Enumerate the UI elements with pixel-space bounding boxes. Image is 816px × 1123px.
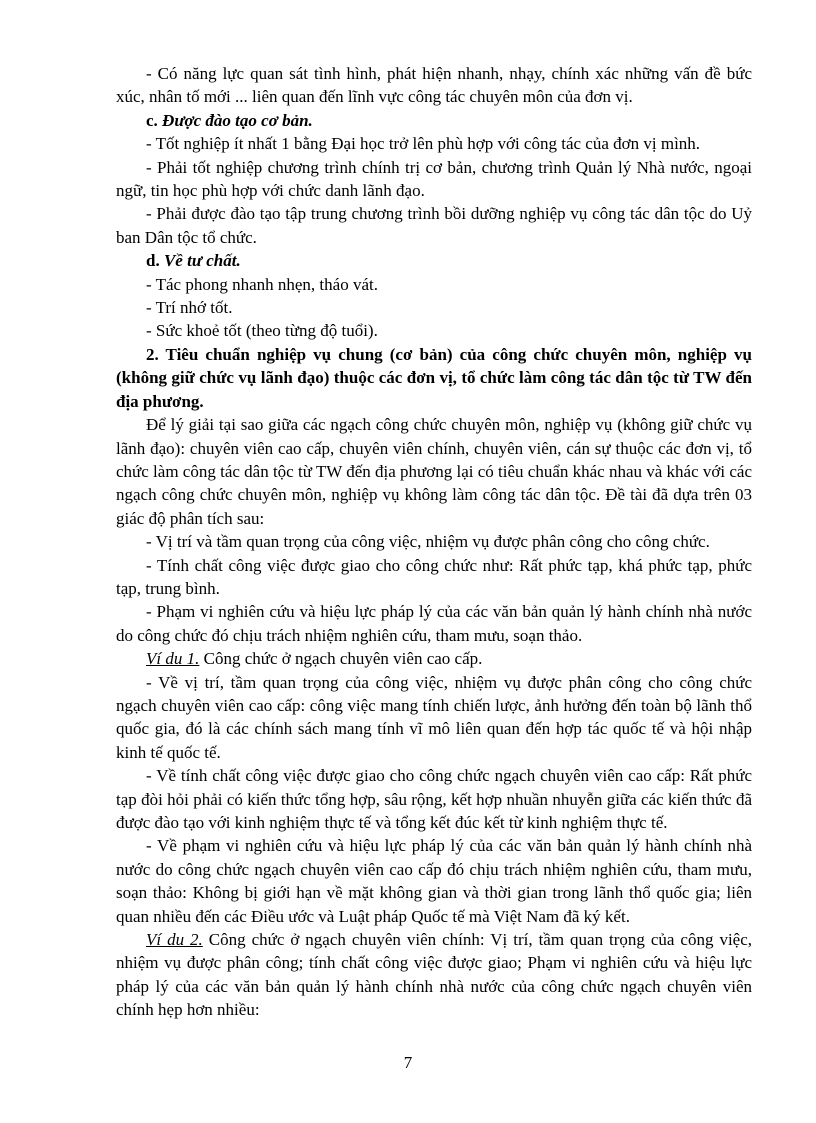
paragraph-criterion-scope: - Phạm vi nghiên cứu và hiệu lực pháp lý của các văn bản quản lý hành chính nhà nước do công chức đó chịu trách nhiệm nghiên cứu, tham mưu, soạn thảo.	[116, 602, 752, 645]
example-2	[116, 928, 752, 1022]
paragraph-rationale: Để lý giải tại sao giữa các ngạch công chức chuyên môn, nghiệp vụ (không giữ chức vụ lãnh đạo): chuyên viên cao cấp, chuyên viên chính, chuyên viên, cán sự thuộc các đơn vị, tổ chức làm công tác dân tộc từ TW đến địa phương lại có tiêu chuẩn khác nhau và khác với các ngạch công chức chuyên môn, nghiệp vụ không làm công tác dân tộc. Đề tài đã dựa trên 03 giác độ phân tích sau:	[116, 415, 752, 528]
heading-d-letter: d.	[146, 251, 164, 271]
example-1-label: Ví du 1.	[146, 649, 200, 669]
paragraph-criterion-nature: - Tính chất công việc được giao cho công chức như: Rất phức tạp, khá phức tạp, phức tạp, trung bình.	[116, 555, 752, 598]
example-2-text: Công chức ở ngạch chuyên viên chính: Vị trí, tầm quan trọng của công việc, nhiệm vụ được phân công; tính chất công việc được giao; Phạm vi nghiên cứu và hiệu lực pháp lý của các văn bản quản lý hành chính nhà nước của công chức ngạch chuyên viên chính hẹp hơn nhiều:	[116, 930, 753, 1020]
paragraph-criterion-position: - Vị trí và tầm quan trọng của công việc, nhiệm vụ được phân công cho công chức.	[146, 532, 710, 552]
heading-c-training	[116, 109, 752, 132]
section-heading-2: 2. Tiêu chuẩn nghiệp vụ chung (cơ bản) của công chức chuyên môn, nghiệp vụ (không giữ chức vụ lãnh đạo) thuộc các đơn vị, tổ chức làm công tác dân tộc từ TW đến địa phương.	[116, 344, 752, 411]
paragraph-memory: - Trí nhớ tốt.	[146, 298, 233, 318]
heading-c-text: Được đào tạo cơ bản.	[162, 110, 313, 130]
paragraph-degree: - Tốt nghiệp ít nhất 1 bằng Đại học trở lên phù hợp với công tác của đơn vị mình.	[146, 134, 701, 154]
example-1-text: Công chức ở ngạch chuyên viên cao cấp.	[199, 649, 483, 669]
paragraph-senior-position: - Về vị trí, tầm quan trọng của công việc, nhiệm vụ được phân công cho công chức ngạch chuyên viên cao cấp: công việc mang tính chiến lược, ảnh hưởng đến toàn bộ lãnh thổ quốc gia, đó là các chính sách mang tính vĩ mô liên quan đến hợp tác quốc tế và hội nhập kinh tế quốc tế.	[116, 672, 752, 762]
heading-d-character	[116, 249, 752, 272]
paragraph-political-program: - Phải tốt nghiệp chương trình chính trị cơ bản, chương trình Quản lý Nhà nước, ngoại ngữ, tin học phù hợp với chức danh lãnh đạo.	[116, 157, 752, 201]
heading-c-letter: c.	[146, 110, 163, 130]
paragraph-senior-scope: - Về phạm vi nghiên cứu và hiệu lực pháp lý của các văn bản quản lý hành chính nhà nước do công chức ngạch chuyên viên cao cấp đó chịu trách nhiệm nghiên cứu, tham mưu, soạn thảo: Không bị giới hạn về mặt không gian và thời gian trong lãnh thổ quốc gia; liên quan nhiều đến các Điều ước và Luật pháp Quốc tế mà Việt Nam đã ký kết.	[116, 836, 752, 926]
paragraph-agile: - Tác phong nhanh nhẹn, tháo vát.	[146, 274, 378, 294]
paragraph-health: - Sức khoẻ tốt (theo từng độ tuổi).	[146, 321, 378, 341]
document-body	[116, 62, 752, 1022]
paragraph-observation: - Có năng lực quan sát tình hình, phát hiện nhanh, nhạy, chính xác những vấn đề bức xúc, nhân tố mới ... liên quan đến lĩnh vực công tác chuyên môn của đơn vị.	[116, 64, 752, 107]
example-2-label: Ví du 2.	[146, 930, 203, 950]
heading-d-text: Về tư chất.	[163, 251, 241, 271]
paragraph-senior-nature: - Về tính chất công việc được giao cho công chức ngạch chuyên viên cao cấp: Rất phức tạp đòi hỏi phải có kiến thức tổng hợp, sâu rộng, kết hợp nhuần nhuyễn giữa các kiến thức đã được đào tạo với kinh nghiệm thực tế và tổng kết đúc kết từ kinh nghiệm thực tế.	[116, 766, 752, 832]
page-number: 7	[403, 1053, 413, 1072]
example-1	[116, 647, 752, 670]
paragraph-ethnic-training: - Phải được đào tạo tập trung chương trình bồi dưỡng nghiệp vụ công tác dân tộc do Uỷ ban Dân tộc tổ chức.	[116, 204, 752, 247]
